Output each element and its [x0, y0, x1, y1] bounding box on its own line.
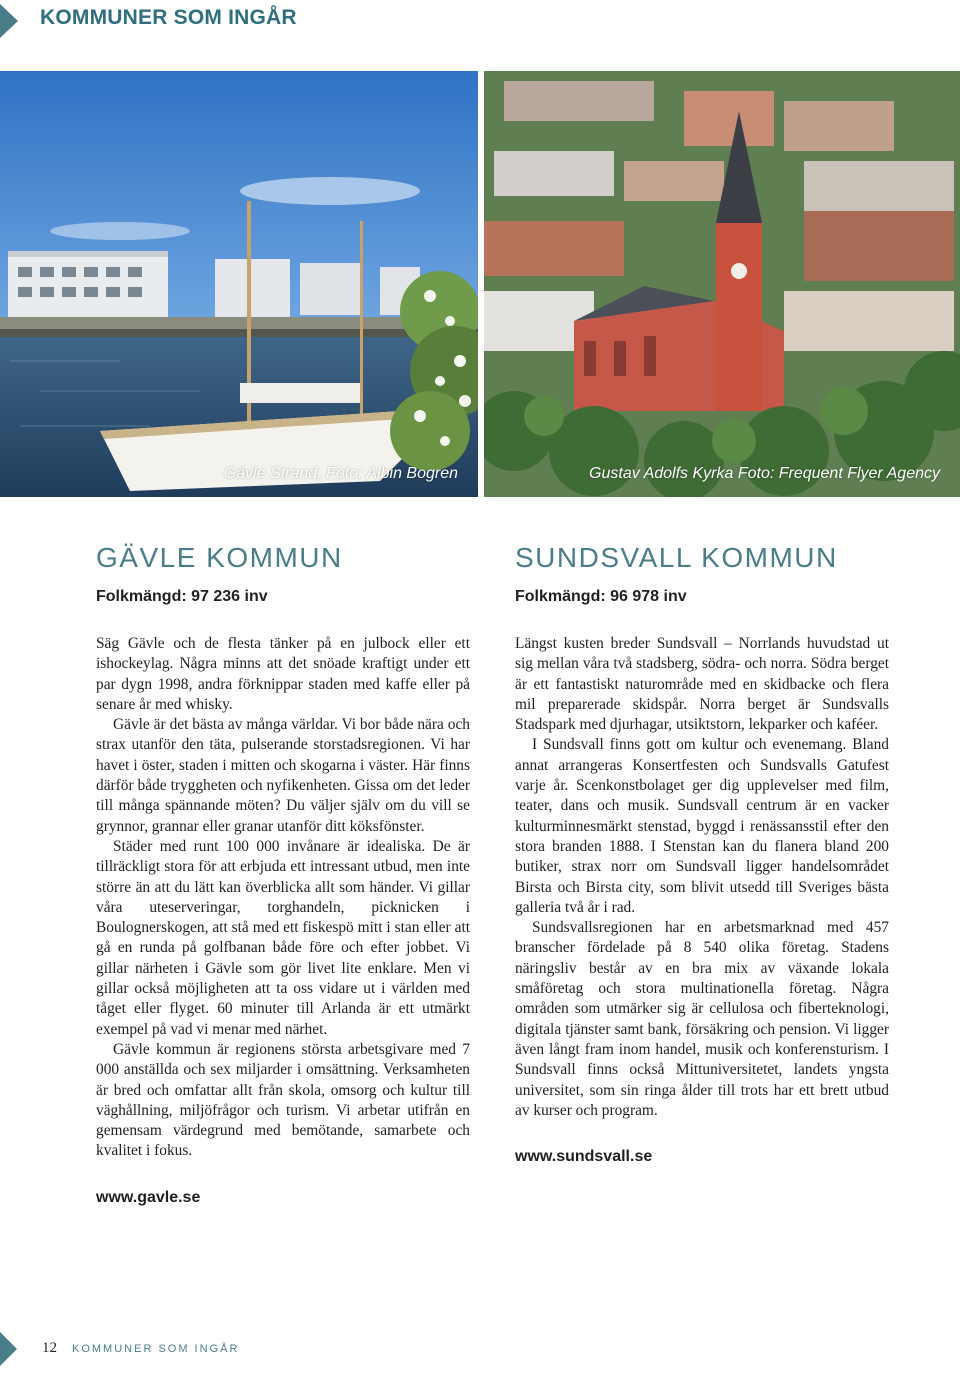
sundsvall-section	[515, 540, 889, 1166]
photo-caption-sundsvall: Gustav Adolfs Kyrka Foto: Frequent Flyer Agency	[589, 465, 940, 482]
photo-caption-gavle: Gävle Strand, Foto: Albin Bogren	[223, 465, 458, 482]
sundsvall-church-illustration	[484, 71, 960, 497]
sundsvall-population: Folkmängd: 96 978 inv	[515, 588, 687, 605]
footer-arrow-icon	[0, 1332, 17, 1366]
gavle-paragraph: Gävle är det bästa av många världar. Vi bor både nära och strax utanför den täta, pulserande storstadsregionen. Vi har havet i öster, staden i mitten och skogarna i väster. Här finns därför både tryggheten och nyfikenheten. Gissa om det leder till många spännande möten? Du väljer själv om du vill se grynnor, grannar eller granar utanför ditt köksfönster.	[96, 716, 470, 835]
gavle-paragraph: Säg Gävle och de flesta tänker på en julbock eller ett ishockeylag. Några minns att det snöade kraftigt under ett par dygn 1998, andra förknippar staden med kaffe eller på senare år med whisky.	[96, 635, 470, 713]
gavle-population: Folkmängd: 97 236 inv	[96, 588, 268, 605]
gavle-section	[96, 540, 470, 1207]
sundsvall-paragraph: Längst kusten breder Sundsvall – Norrlands huvudstad ut sig mellan våra två stadsberg, södra- och norra. Södra berget är ett fantastiskt naturområde med en skidbacke och flera mil preparerade skidspår. Norra berget är Sundsvalls Stadspark med djurhagar, utsiktstorn, lekparker och kaféer.	[515, 635, 889, 734]
page-header	[0, 0, 960, 43]
sundsvall-paragraph: Sundsvallsregionen har en arbetsmarknad med 457 branscher fördelade på 8 540 olika företag. Stadens näringsliv består av en bra mix av växande lokala småföretag och stora multinationella företag. Några områden som utmärker sig är cellulosa och fiberteknologi, digitala tjänster samt bank, försäkring och pension. Vi ligger även långt fram inom handel, musik och konferensturism. I Sundsvall finns också Mittuniversitetet, landets yngsta universitet, som sin ringa ålder till trots har ett brett utbud av kurser och program.	[515, 919, 889, 1119]
gavle-body	[96, 634, 470, 1162]
footer-section-label: KOMMUNER SOM INGÅR	[72, 1343, 240, 1355]
gavle-paragraph: Gävle kommun är regionens största arbetsgivare med 7 000 anställda och sex miljarder i omsättning. Verksamheten är bred och omfattar allt från skola, omsorg och kultur till väghållning, miljöfrågor och turism. Vi arbetar utifrån en gemensam värdegrund med bemötande, samarbete och kvalitet i fokus.	[96, 1040, 470, 1160]
sundsvall-title: SUNDSVALL KOMMUN	[515, 542, 838, 573]
sundsvall-body	[515, 634, 889, 1121]
gavle-url-link[interactable]: www.gavle.se	[96, 1188, 201, 1206]
gavle-title: GÄVLE KOMMUN	[96, 542, 343, 573]
photo-gustav-adolfs-kyrka	[484, 71, 960, 497]
gavle-paragraph: Städer med runt 100 000 invånare är idealiska. De är tillräckligt stora för att erbjuda ett intressant utbud, men inte större än att du lätt kan överblicka allt som händer. Vi gillar våra uteserveringar, torghandeln, picknicken i Boulognerskogen, att stå med ett fiskespö mitt i stan eller att gå en runda på golfbanan både före och efter jobbet. Vi gillar närheten i Gävle som gör livet lite enklare. Men vi gillar också möjligheten att ta oss vidare ut i världen med tåget eller flyget. 60 minuter till Arlanda är ett utmärkt exempel på vad vi menar med närhet.	[96, 837, 470, 1038]
sundsvall-paragraph: I Sundsvall finns gott om kultur och evenemang. Bland annat arrangeras Konsertfesten och Sundsvalls Gatufest varje år. Scenkonstbolaget ger dig upplevelser med film, teater, dans och musik. Sundsvall centrum är en vacker kulturminnesmärkt stenstad, byggd i renässansstil efter den stora branden 1888. I Stenstan kan du flanera bland 200 butiker, strax norr om Sundsvall ligger handelsområdet Birsta och Birsta city, som blivit utsedd till Sveriges bästa galleria två år i rad.	[515, 736, 889, 916]
section-title: KOMMUNER SOM INGÅR	[40, 6, 297, 29]
header-arrow-icon	[0, 4, 18, 38]
photo-gavle-strand	[0, 71, 478, 497]
sundsvall-url-link[interactable]: www.sundsvall.se	[515, 1148, 653, 1166]
gavle-harbour-illustration	[0, 71, 478, 497]
page-number: 12	[42, 1340, 57, 1356]
